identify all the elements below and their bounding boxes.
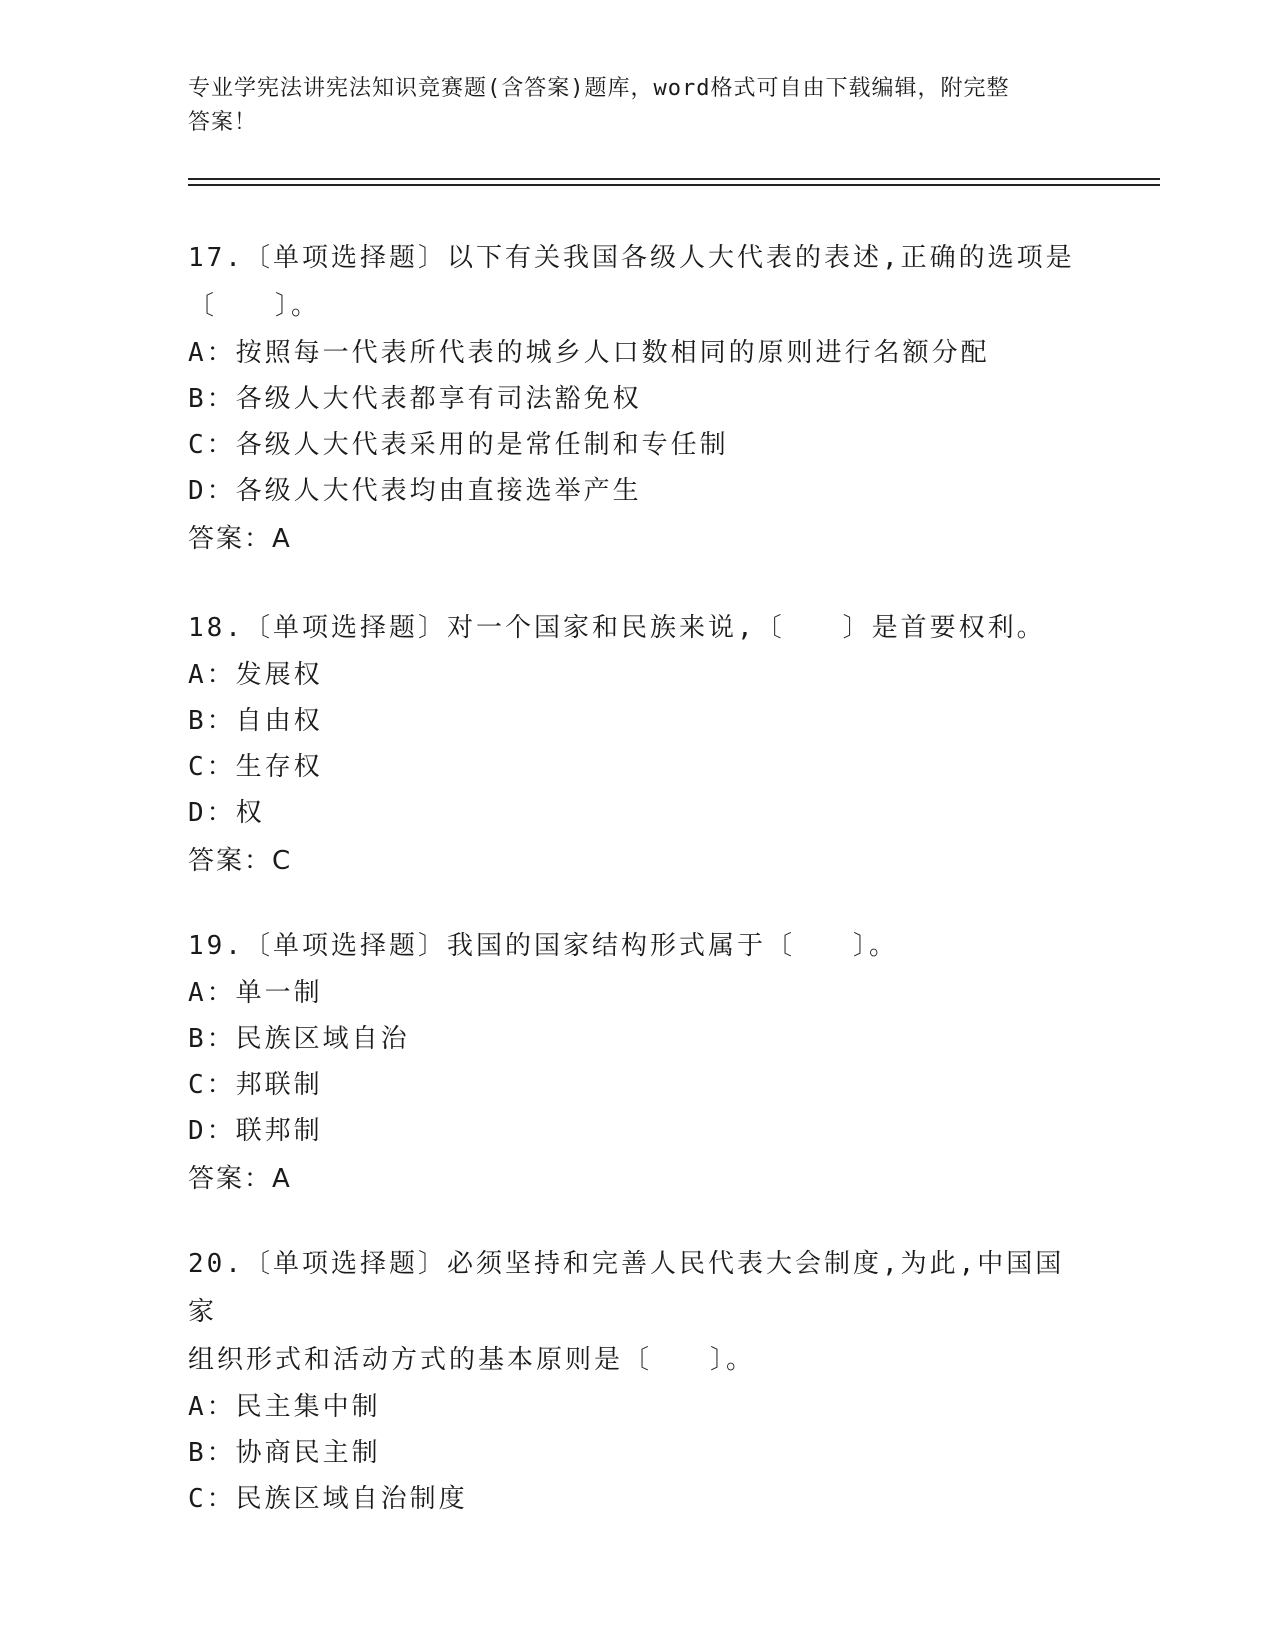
- option-c: C：邦联制: [188, 1070, 323, 1100]
- option-d: D：权: [188, 798, 265, 828]
- option-c: C：生存权: [188, 752, 323, 782]
- option-b: B：各级人大代表都享有司法豁免权: [188, 384, 642, 414]
- question-stem: 19.〔单项选择题〕我国的国家结构形式属于〔 〕。: [188, 931, 898, 961]
- option-a: A：单一制: [188, 978, 323, 1008]
- option-a: A：按照每一代表所代表的城乡人口数相同的原则进行名额分配: [188, 338, 990, 368]
- document-header: [188, 72, 1088, 140]
- option-b: B：协商民主制: [188, 1438, 381, 1468]
- question-stem: 18.〔单项选择题〕对一个国家和民族来说,〔 〕是首要权利。: [188, 613, 1046, 643]
- answer: 答案：A: [188, 1164, 292, 1194]
- header-divider-top: [188, 178, 1160, 180]
- question-20: [188, 1240, 1088, 1522]
- option-b: B：民族区域自治: [188, 1024, 410, 1054]
- question-stem: 17.〔单项选择题〕以下有关我国各级人大代表的表述,正确的选项是: [188, 243, 1075, 273]
- question-19: [188, 922, 1088, 1202]
- option-b: B：自由权: [188, 706, 323, 736]
- header-line-2: 答案！: [188, 110, 258, 135]
- question-stem: 20.〔单项选择题〕必须坚持和完善人民代表大会制度,为此,中国国家: [188, 1249, 1065, 1327]
- question-stem-continued: 〔 〕。: [188, 291, 321, 321]
- header-divider-bottom: [188, 184, 1160, 186]
- option-d: D：各级人大代表均由直接选举产生: [188, 476, 642, 506]
- option-a: A：民主集中制: [188, 1392, 381, 1422]
- question-stem-continued: 组织形式和活动方式的基本原则是〔 〕。: [188, 1345, 756, 1375]
- answer: 答案：C: [188, 846, 293, 876]
- option-d: D：联邦制: [188, 1116, 323, 1146]
- option-c: C：民族区域自治制度: [188, 1484, 468, 1514]
- question-18: [188, 604, 1088, 884]
- question-17: [188, 234, 1088, 562]
- option-a: A：发展权: [188, 660, 323, 690]
- answer: 答案：A: [188, 524, 292, 554]
- option-c: C：各级人大代表采用的是常任制和专任制: [188, 430, 729, 460]
- header-line-1: 专业学宪法讲宪法知识竞赛题(含答案)题库，word格式可自由下载编辑，附完整: [188, 76, 1010, 101]
